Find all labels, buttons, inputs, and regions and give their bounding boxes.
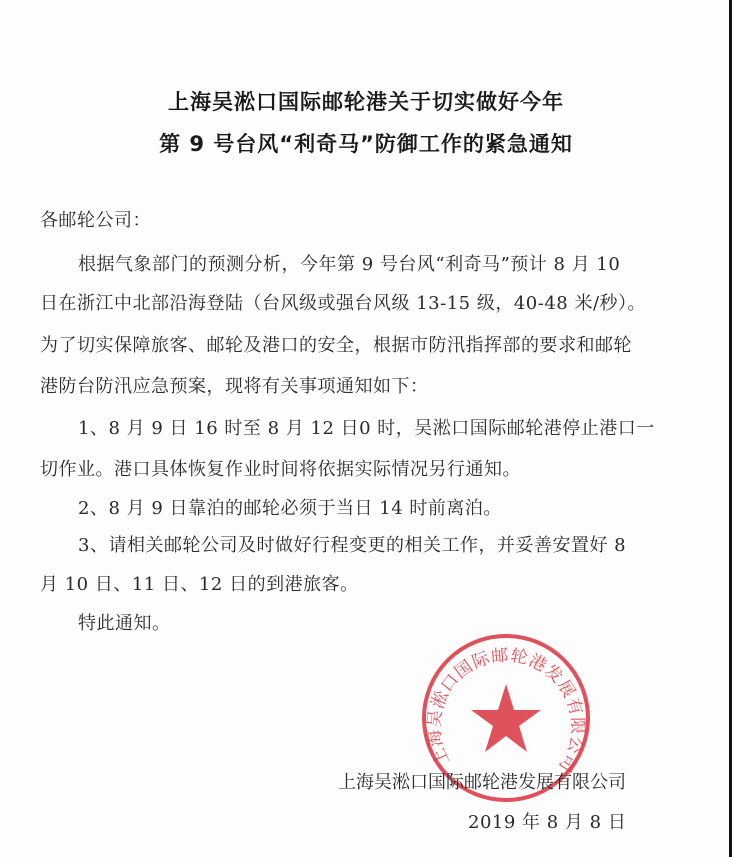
svg-text:上海吴淞口国际邮轮港发展有限公司: 上海吴淞口国际邮轮港发展有限公司: [424, 645, 588, 777]
notice-title-line-1: 上海吴淞口国际邮轮港关于切实做好今年: [168, 90, 564, 114]
notice-title-line-2: 第 9 号台风“利奇马”防御工作的紧急通知: [159, 132, 573, 156]
star-icon: [471, 684, 541, 752]
body-line: 根据气象部门的预测分析，今年第 9 号台风“利奇马”预计 8 月 10: [78, 254, 621, 275]
item-3-line: 月 10 日、11 日、12 日的到港旅客。: [40, 574, 359, 595]
body-line: 为了切实保障旅客、邮轮及港口的安全，根据市防汛指挥部的要求和邮轮: [40, 335, 632, 356]
salutation: 各邮轮公司：: [40, 210, 151, 231]
closing-line: 特此通知。: [78, 613, 171, 634]
item-3-line: 3、请相关邮轮公司及时做好行程变更的相关工作，并妥善安置好 8: [78, 535, 627, 556]
body-line: 港防台防汛应急预案，现将有关事项通知如下：: [40, 376, 429, 397]
item-2-line: 2、8 月 9 日靠泊的邮轮必须于当日 14 时前离泊。: [78, 498, 502, 519]
item-1-line: 1、8 月 9 日 16 时至 8 月 12 日0 时，吴淞口国际邮轮港停止港口一: [78, 418, 655, 439]
item-1-line: 切作业。港口具体恢复作业时间将依据实际情况另行通知。: [40, 459, 521, 480]
body-line: 日在浙江中北部沿海登陆（台风级或强台风级 13-15 级，40-48 米/秒）。: [40, 293, 647, 314]
signature-company: 上海吴淞口国际邮轮港发展有限公司: [338, 772, 626, 793]
signature-date: 2019 年 8 月 8 日: [468, 812, 627, 833]
